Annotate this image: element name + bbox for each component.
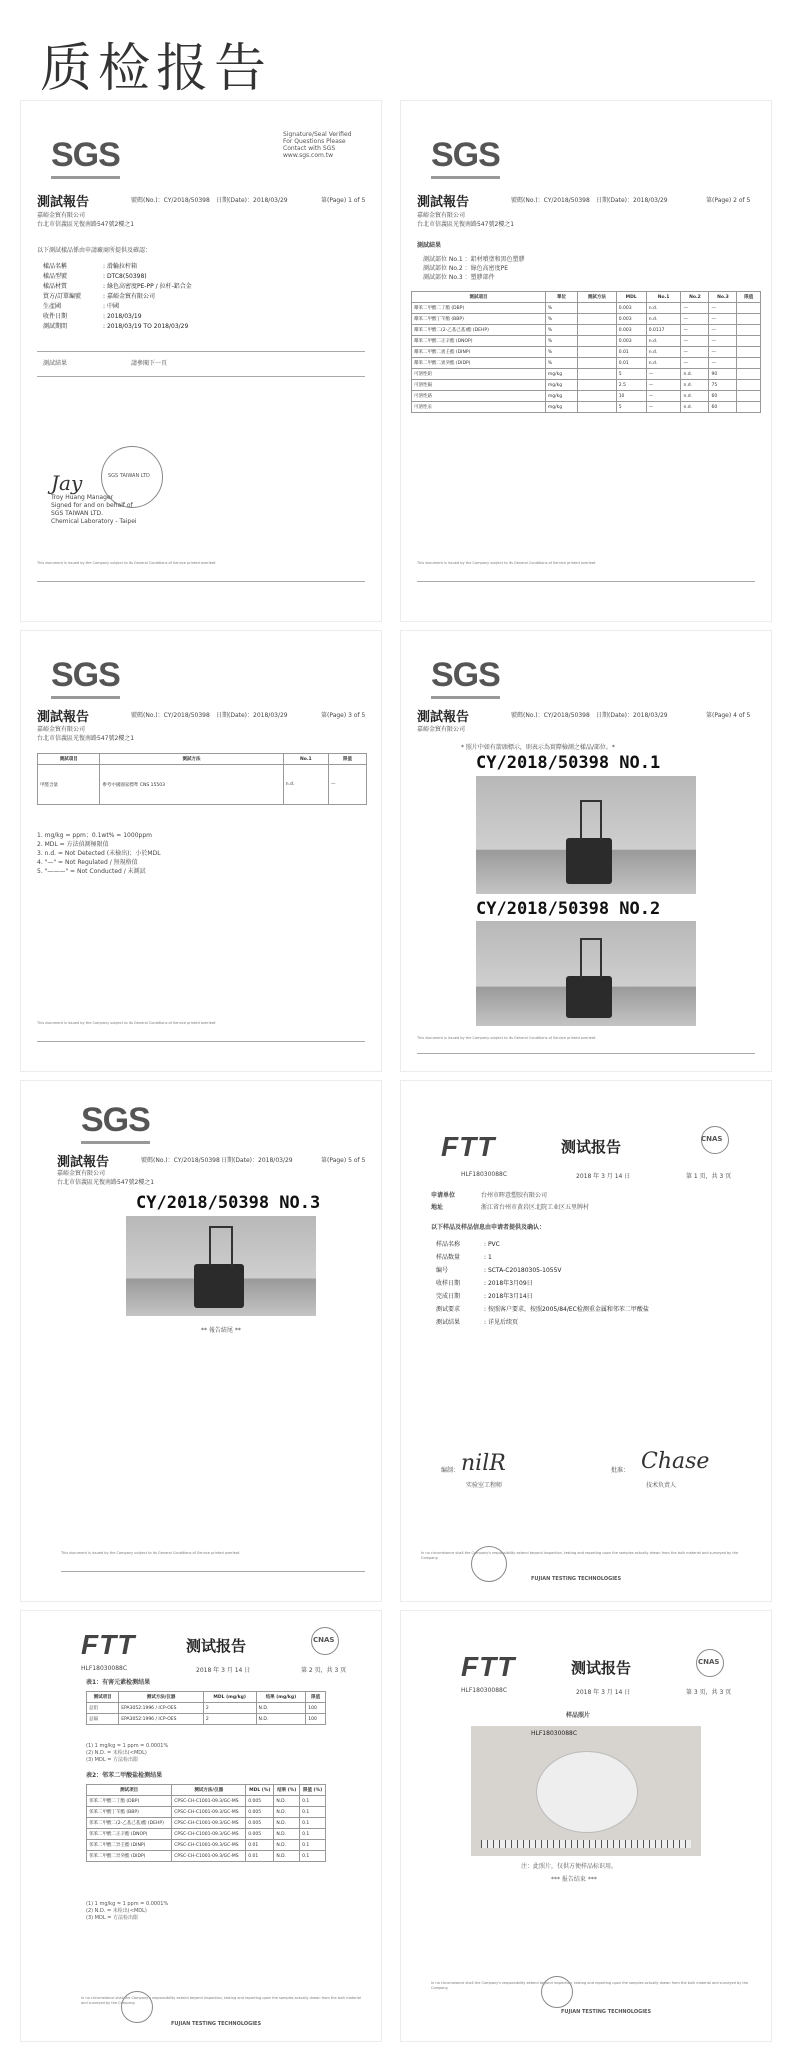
sgs-report-page-4	[400, 630, 772, 1072]
sign-right-label: 批准：	[611, 1467, 630, 1474]
results-table	[411, 291, 761, 413]
disclaimer: In no circumstance shall the Company's responsibility extend beyond inspection, testing and reporting upon the samples actually drawn from the bulk material and surveyed by the Company.	[431, 1981, 749, 1990]
table-row: 邻苯二甲酸二异壬酯 (DINP) CPSC-CH-C1001-09.3/GC-MS 0.01 N.D. 0.1	[87, 1840, 326, 1851]
footer-text: This document is issued by the Company subject to its General Conditions of Service printed overleaf.	[37, 1021, 216, 1025]
table-row: 鄰苯二甲酸二正辛酯 (DNOP) % 0.003 n.d. — —	[412, 336, 761, 347]
sample-fields	[436, 1239, 649, 1330]
ftt-report-page-2	[20, 1610, 382, 2042]
client-name: 嘉峪金貿有限公司	[37, 726, 86, 733]
table-2-notes: (1) 1 mg/kg = 1 ppm = 0.0001% (2) N.D. = 未检出(<MDL) (3) MDL = 方法检出限	[86, 1901, 169, 1921]
sgs-logo: SGS	[51, 656, 120, 694]
org-name: FUJIAN TESTING TECHNOLOGIES	[171, 2021, 262, 2027]
test-part-3: 測試部位 No.3 ：塑膠部件	[423, 274, 495, 281]
footer-text: This document is issued by the Company subject to its General Conditions of Service printed overleaf.	[417, 561, 596, 565]
divider	[417, 581, 755, 582]
field-row: 测试要求 : 按照客户要求，按照2005/84/EC检测重金属和邻苯二甲酸盐	[436, 1306, 649, 1313]
client-address: 台北市信義區光復南路547號2樓之1	[37, 735, 135, 742]
sgs-logo: SGS	[431, 656, 500, 694]
field-row: 測試期間 : 2018/03/19 TO 2018/03/29	[43, 323, 189, 330]
table-1-title: 表1：有害元素检测结果	[86, 1679, 151, 1686]
report-date: 日期(Date)：2018/03/29	[596, 197, 668, 204]
table-row: 可溶性鎘 mg/kg 2.5 — n.d. 75	[412, 380, 761, 391]
signatory-lab: Chemical Laboratory - Taipei	[51, 518, 137, 525]
company-seal	[121, 1991, 153, 2023]
report-date: 2018 年 3 月 14 日	[576, 1689, 631, 1696]
signatory-name: Troy Huang Manager	[51, 494, 114, 501]
report-number: 號碼(No.)：CY/2018/50398	[511, 197, 590, 204]
report-number: HLF18030088C	[461, 1171, 508, 1178]
table-row: 邻苯二甲酸二异癸酯 (DIDP) CPSC-CH-C1001-09.3/GC-MS 0.01 N.D. 0.1	[87, 1851, 326, 1862]
report-end: *** 报告结束 ***	[551, 1876, 597, 1883]
cnas-label: CNAS	[313, 1636, 335, 1644]
signature-left: nilR	[461, 1451, 506, 1476]
ftt-logo: FTT	[441, 1131, 496, 1162]
report-end: ** 報告結尾 **	[201, 1327, 241, 1334]
table-header-row: 測試項目 測試方法 No.1 限值	[38, 754, 367, 765]
photo-note: 注：此照片，仅供方便样品标识用。	[521, 1863, 618, 1870]
table-row: 鄰苯二甲酸二(2-乙基己基)酯 (DEHP) % 0.003 0.0117 — —	[412, 325, 761, 336]
sample-photo-2	[476, 921, 696, 1026]
field-row: 樣品型號 : DTC8(50398)	[43, 273, 147, 280]
report-number: 號碼(No.)：CY/2018/50398	[131, 197, 210, 204]
sgs-logo: SGS	[51, 136, 120, 174]
photo-code: HLF18030088C	[531, 1730, 578, 1737]
divider	[37, 351, 365, 352]
address-label: 地址	[431, 1204, 444, 1211]
sgs-logo: SGS	[81, 1101, 150, 1139]
client-name: 嘉峪金貿有限公司	[57, 1170, 106, 1177]
report-title: 測試報告	[417, 195, 470, 210]
disclaimer: In no circumstance shall the Company's responsibility extend beyond inspection, testing and reporting upon the samples actually drawn from the bulk material and surveyed by the Company.	[81, 1996, 361, 2005]
divider	[37, 581, 365, 582]
divider	[417, 1053, 755, 1054]
applicant-label: 申请单位	[431, 1192, 456, 1199]
address: 浙江省台州市黄岩区北院工业区五里牌村	[481, 1204, 590, 1211]
report-title: 測試報告	[417, 710, 470, 725]
report-title: 测试报告	[561, 1138, 622, 1156]
report-number: HLF18030088C	[81, 1665, 128, 1672]
page-number: 第 3 页，共 3 页	[686, 1689, 732, 1696]
client-address: 台北市信義區光復南路547號2樓之1	[37, 221, 135, 228]
luggage-image	[194, 1264, 244, 1308]
field-row: 收样日期 : 2018年3月09日	[436, 1280, 533, 1287]
field-row: 收件日期 : 2018/03/19	[43, 313, 142, 320]
org-name: FUJIAN TESTING TECHNOLOGIES	[531, 1576, 622, 1582]
signature-right: Chase	[641, 1449, 710, 1474]
sign-left-role: 实验室工程师	[466, 1482, 503, 1489]
field-row: 测试结果 : 详见后续页	[436, 1319, 518, 1326]
table-row: 邻苯二甲酸二正辛酯 (DNOP) CPSC-CH-C1001-09.3/GC-MS 0.005 N.D. 0.1	[87, 1829, 326, 1840]
table-2-title: 表2：邻苯二甲酸盐检测结果	[86, 1772, 163, 1779]
field-row: 樣品名稱 : 滑輪拉杆箱	[43, 263, 137, 270]
photo-label-2: CY/2018/50398 NO.2	[476, 899, 661, 919]
table-row: 邻苯二甲酸二丁酯 (DBP) CPSC-CH-C1001-09.3/GC-MS 0.005 N.D. 0.1	[87, 1796, 326, 1807]
intro-text: 以下样品及样品信息由申请者提供及确认：	[431, 1224, 546, 1231]
divider	[37, 1041, 365, 1042]
report-date: 日期(Date)：2018/03/29	[216, 712, 288, 719]
report-number: 號碼(No.)：CY/2018/50398	[131, 712, 210, 719]
sample-photo	[471, 1726, 701, 1856]
divider	[37, 376, 365, 377]
report-number: 號碼(No.)：CY/2018/50398	[511, 712, 590, 719]
page-number: 第(Page) 4 of 5	[706, 712, 751, 719]
table-row: 邻苯二甲酸丁苄酯 (BBP) CPSC-CH-C1001-09.3/GC-MS 0.005 N.D. 0.1	[87, 1807, 326, 1818]
ruler	[481, 1840, 691, 1848]
signatory-org: SGS TAIWAN LTD.	[51, 510, 104, 517]
org-name: FUJIAN TESTING TECHNOLOGIES	[561, 2009, 652, 2015]
applicant: 台州市晖意塑胶有限公司	[481, 1192, 548, 1199]
field-row: 编号 : SCTA-C20180305-1055V	[436, 1267, 562, 1274]
page-title: 质检报告	[40, 39, 273, 99]
sign-right-role: 技术负责人	[646, 1482, 677, 1489]
ftt-logo: FTT	[461, 1651, 516, 1682]
verify-note: Signature/Seal Verified For Questions Please Contact with SGS www.sgs.com.tw	[283, 131, 352, 159]
disclaimer: In no circumstance shall the Company's responsibility extend beyond inspection, testing and reporting upon the samples actually drawn from the bulk material and surveyed by the Company.	[421, 1551, 739, 1560]
table-row: 鄰苯二甲酸二異癸酯 (DIDP) % 0.01 n.d. — —	[412, 358, 761, 369]
sample-disc	[536, 1751, 638, 1833]
table-row: 可溶性鉛 mg/kg 5 — n.d. 90	[412, 369, 761, 380]
signatory-line: Signed for and on behalf of	[51, 502, 133, 509]
photo-label-1: CY/2018/50398 NO.1	[476, 753, 661, 773]
sign-left-label: 编制：	[441, 1467, 460, 1474]
page-number: 第(Page) 2 of 5	[706, 197, 751, 204]
notes: 1. mg/kg = ppm；0.1wt% = 1000ppm 2. MDL = 方法偵測極限值 3. n.d. = Not Detected (未檢出)；小於MDL 4. "—" = Not Regulated / 無規格值 5. "———" = Not Conducted / 未測試	[37, 832, 161, 875]
signature: Jay	[51, 471, 83, 495]
sample-photo-1	[476, 776, 696, 894]
report-date: 2018 年 3 月 14 日	[576, 1173, 631, 1180]
field-row: 样品数量 : 1	[436, 1254, 492, 1261]
table-row: 鄰苯二甲酸二丁酯 (DBP) % 0.003 n.d. — —	[412, 303, 761, 314]
table-row: 甲醛含量 參考中國國家標準 CNS 15503 n.d. —	[38, 765, 367, 805]
company-seal	[471, 1546, 507, 1582]
page-number: 第(Page) 3 of 5	[321, 712, 366, 719]
footer-text: This document is issued by the Company subject to its General Conditions of Service printed overleaf.	[37, 561, 216, 565]
page-number: 第(Page) 1 of 5	[321, 197, 366, 204]
luggage-image	[566, 838, 612, 884]
report-number: 號碼(No.)：CY/2018/50398	[141, 1157, 220, 1164]
table-row: 鄰苯二甲酸丁苄酯 (BBP) % 0.003 n.d. — —	[412, 314, 761, 325]
ftt-logo: FTT	[81, 1629, 136, 1660]
report-date: 2018 年 3 月 14 日	[196, 1667, 251, 1674]
table-row: 总铅 EPA3052:1996 / ICP-OES 2 N.D. 100	[87, 1703, 326, 1714]
table-row: 可溶性鉻 mg/kg 10 — n.d. 60	[412, 391, 761, 402]
report-title: 测试报告	[186, 1637, 247, 1655]
result-value: 請參閱下一頁	[131, 360, 168, 367]
report-number: HLF18030088C	[461, 1687, 508, 1694]
table-header-row: 测试项目 测试方法/仪器 MDL (mg/kg) 结果 (mg/kg) 限值	[87, 1692, 326, 1703]
luggage-image	[566, 976, 612, 1018]
formaldehyde-table	[37, 753, 367, 805]
sgs-report-page-3	[20, 630, 382, 1072]
divider	[61, 1571, 365, 1572]
field-row: 样品名称 : PVC	[436, 1241, 500, 1248]
sample-photo-3	[126, 1216, 316, 1316]
sgs-seal-stamp: SGS TAIWAN LTD	[101, 446, 163, 508]
cnas-label: CNAS	[698, 1658, 720, 1666]
client-address: 台北市信義區光復南路547號2樓之1	[57, 1179, 155, 1186]
table-header-row: 測試項目 單位 測試方法 MDL No.1 No.2 No.3 限值	[412, 292, 761, 303]
table-row: 邻苯二甲酸二(2-乙基己基)酯 (DEHP) CPSC-CH-C1001-09.3/GC-MS 0.005 N.D. 0.1	[87, 1818, 326, 1829]
report-title: 測試報告	[37, 195, 90, 210]
sgs-logo: SGS	[431, 136, 500, 174]
report-title: 测试报告	[571, 1659, 632, 1677]
sgs-report-page-1	[20, 100, 382, 622]
page-number: 第(Page) 5 of 5	[321, 1157, 366, 1164]
sgs-report-page-5	[20, 1080, 382, 1602]
table-row: 鄰苯二甲酸二異壬酯 (DINP) % 0.01 n.d. — —	[412, 347, 761, 358]
ftt-report-page-3	[400, 1610, 772, 2042]
ftt-report-page-1	[400, 1080, 772, 1602]
photo-label-3: CY/2018/50398 NO.3	[136, 1193, 321, 1213]
field-row: 樣品材質 : 綠色高密度PE-PP / 拉杆-鋁合金	[43, 283, 192, 290]
result-label: 測試結果	[43, 360, 68, 367]
sample-fields	[43, 261, 192, 331]
report-date: 日期(Date)：2018/03/29	[216, 197, 288, 204]
photo-heading: 样品照片	[566, 1712, 591, 1719]
page-number: 第 1 页，共 3 页	[686, 1173, 732, 1180]
client-name: 嘉峪金貿有限公司	[37, 212, 86, 219]
field-row: 生產國 : 中國	[43, 303, 119, 310]
field-row: 完成日期 : 2018年3月14日	[436, 1293, 533, 1300]
report-date: 日期(Date)：2018/03/29	[596, 712, 668, 719]
cnas-label: CNAS	[701, 1135, 723, 1143]
client-name: 嘉峪金貿有限公司	[417, 212, 466, 219]
table-row: 总镉 EPA3052:1996 / ICP-OES 2 N.D. 100	[87, 1714, 326, 1725]
heavy-metals-table	[86, 1691, 326, 1725]
page-number: 第 2 页，共 3 页	[301, 1667, 347, 1674]
report-title: 測試報告	[57, 1155, 110, 1170]
company-seal	[541, 1976, 573, 2008]
sgs-report-page-2	[400, 100, 772, 622]
footer-text: This document is issued by the Company subject to its General Conditions of Service printed overleaf.	[417, 1036, 596, 1040]
report-title: 測試報告	[37, 710, 90, 725]
field-row: 買方/訂單編號 : 嘉峪金貿有限公司	[43, 293, 155, 300]
test-part-2: 測試部位 No.2 ：綠色高密度PE	[423, 265, 509, 272]
client-name: 嘉峪金貿有限公司	[417, 726, 466, 733]
photo-note: * 照片中如有箭頭標示，則表示為實際檢測之樣品/部位。*	[461, 744, 615, 751]
results-heading: 測試結果	[417, 242, 442, 249]
table-1-notes: (1) 1 mg/kg = 1 ppm = 0.0001% (2) N.D. = 未检出(<MDL) (3) MDL = 方法检出限	[86, 1743, 169, 1763]
table-row: 可溶性汞 mg/kg 5 — n.d. 60	[412, 402, 761, 413]
test-part-1: 測試部位 No.1 ：鋁材噴塗和黑色塑膠	[423, 256, 525, 263]
report-date: 日期(Date)：2018/03/29	[221, 1157, 293, 1164]
phthalates-table	[86, 1784, 326, 1862]
intro-text: 以下測試樣品係由申請廠商所提供及確認：	[37, 247, 152, 254]
client-address: 台北市信義區光復南路547號2樓之1	[417, 221, 515, 228]
footer-text: This document is issued by the Company subject to its General Conditions of Service printed overleaf.	[61, 1551, 240, 1555]
table-header-row: 测试项目 测试方法/仪器 MDL (%) 结果 (%) 限值 (%)	[87, 1785, 326, 1796]
